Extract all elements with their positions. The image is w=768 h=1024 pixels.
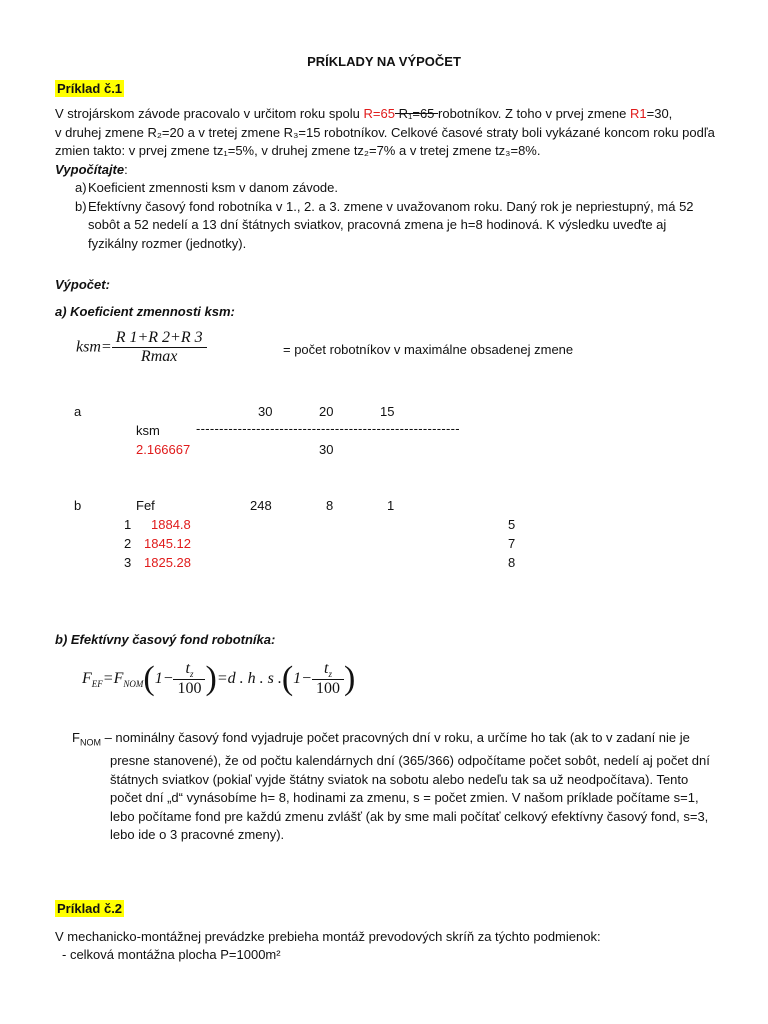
calc-a-dashes: --------------------------------------------------------- — [196, 421, 460, 436]
calc-b-row-value: 1884.8 — [151, 517, 191, 532]
formula-sub-nom: NOM — [123, 678, 144, 689]
formula-one-minus: 1− — [293, 670, 312, 688]
example-1-text — [55, 105, 715, 179]
example-2-line-1: V mechanicko-montážnej prevádzke prebieha montáž prevodových skríň za týchto podmienok: — [55, 929, 601, 944]
fnom-line-1 — [72, 729, 722, 752]
calc-b-row-value: 1825.28 — [144, 555, 191, 570]
list-marker: a) — [75, 180, 87, 195]
formula-t: t — [323, 660, 329, 677]
list-text: Koeficient zmennosti ksm v danom závode. — [88, 180, 339, 195]
example-1-line-3: zmien takto: v prvej zmene tz₁=5%, v druhej zmene tz₂=7% a v tretej zmene tz₃=8%. — [55, 143, 541, 158]
calc-b-row-num: 2 — [124, 536, 132, 551]
fnom-line-3: štátnych sviatkov (pokiaľ vyjde štátny sviatok na sobotu alebo nedeľu tak sa už neodpočítava). Tento — [110, 771, 689, 787]
fnom-line-5: lebo počítame fond pre každú zmenu zvlášť (ak by sme mali počítať celkový efektívny časový fond, s=3, — [110, 808, 709, 824]
calc-a-value-1: 30 — [258, 404, 273, 419]
calc-b-fef: Fef — [136, 498, 155, 513]
list-text: Efektívny časový fond robotníka v 1., 2. a 3. zmene v uvažovanom roku. Daný rok je nepriestupný, má 52 — [88, 198, 694, 214]
fnom-line-4: počet dní „d“ vynásobíme h= 8, hodinami za zmenu, s = počet zmien. V našom príklade počítame s=1, — [110, 790, 699, 806]
calc-label: Výpočet: — [55, 277, 110, 292]
calc-a-result: 2.166667 — [136, 442, 191, 457]
text-segment: robotníkov. Z toho v prvej zmene — [438, 106, 630, 121]
fef-formula — [82, 660, 355, 698]
example-1-heading-label: Príklad č.1 — [57, 81, 123, 96]
calc-b-value-3: 1 — [387, 498, 395, 513]
formula-fraction-tz — [173, 660, 205, 698]
calc-b-value-1: 248 — [250, 498, 272, 513]
formula-eq: =F — [102, 670, 124, 688]
page-title: PRÍKLADY NA VÝPOČET — [307, 54, 461, 69]
formula-sub-z: z — [328, 669, 332, 680]
formula-denominator: Rmax — [140, 348, 178, 365]
example-2-heading — [55, 901, 124, 916]
paren-open: ( — [143, 660, 155, 698]
task-label: Vypočítajte — [55, 161, 125, 177]
calc-a-label: a — [74, 404, 82, 419]
paren-close: ) — [343, 660, 356, 698]
text-segment: =30, — [646, 106, 673, 121]
text-segment: V strojárskom závode pracovalo v určitom roku spolu — [55, 106, 364, 121]
highlight-r1: R1 — [630, 106, 647, 121]
calc-b-row-num: 1 — [124, 517, 132, 532]
calc-a-ksm: ksm — [136, 423, 160, 438]
calc-a-value-3: 15 — [380, 404, 395, 419]
formula-lhs: ksm= — [76, 338, 112, 356]
list-marker: b) — [75, 198, 87, 214]
subheading-a: a) Koeficient zmennosti ksm: — [55, 304, 235, 319]
formula-sub-ef: EF — [91, 678, 103, 689]
task-item-b-cont: fyzikálny rozmer (jednotky). — [88, 235, 247, 251]
task-label-line — [55, 161, 715, 180]
fnom-text: – nominálny časový fond vyjadruje počet pracovných dní v roku, a určíme ho tak (ak to v zadaní nie je — [100, 730, 690, 745]
struck-text: R₁=65 — [394, 106, 439, 121]
example-2-heading-label: Príklad č.2 — [57, 901, 123, 916]
task-item-b — [55, 198, 694, 217]
formula-hundred: 100 — [315, 680, 340, 698]
example-2-bullet: - celková montážna plocha P=1000m² — [62, 947, 281, 962]
formula-fraction-tz — [312, 660, 344, 698]
fnom-line-6: lebo ide o 3 pracovné zmeny). — [110, 827, 285, 843]
subheading-b: b) Efektívny časový fond robotníka: — [55, 632, 276, 647]
formula-f: F — [82, 670, 92, 688]
calc-b-row-num: 3 — [124, 555, 132, 570]
formula-note: = počet robotníkov v maximálne obsadenej zmene — [283, 342, 574, 357]
paren-close: ) — [205, 660, 217, 698]
formula-t: t — [185, 660, 190, 677]
task-item-a — [55, 179, 694, 198]
fnom-paragraph — [72, 729, 722, 845]
example-1-line-2: v druhej zmene R₂=20 a v tretej zmene R₃=15 robotníkov. Celkové časové straty boli vykázané koncom roku podľa — [55, 124, 715, 140]
formula-numerator: R 1+R 2+R 3 — [112, 329, 207, 348]
task-list — [55, 179, 694, 253]
formula-hundred: 100 — [177, 680, 202, 698]
highlight-r: R=65 — [363, 106, 395, 121]
formula-mid: =d . h . s . — [216, 670, 282, 688]
example-1-heading — [55, 81, 124, 96]
paren-open: ( — [281, 660, 294, 698]
calc-b-row-tz: 7 — [508, 536, 516, 551]
task-item-b-cont: sobôt a 52 nedelí a 13 dní štátnych sviatkov, pracovná zmena je h=8 hodinová. K výsledku uveďte aj — [88, 217, 667, 232]
example-1-line-1 — [55, 105, 715, 124]
calc-b-row-tz: 8 — [508, 555, 516, 570]
formula-sub-z: z — [189, 669, 194, 680]
calc-a-denominator: 30 — [319, 442, 334, 457]
fnom-sub: NOM — [79, 737, 101, 748]
calc-b-row-tz: 5 — [508, 517, 516, 532]
formula-one-minus: 1− — [154, 670, 174, 688]
calc-b-value-2: 8 — [326, 498, 334, 513]
ksm-formula — [76, 329, 207, 366]
calc-b-label: b — [74, 498, 82, 513]
fnom-line-2: presne stanovené), že od počtu kalendárnych dní (365/366) odpočítame počet sobôt, nedelí aj počet dní — [110, 753, 710, 769]
calc-a-value-2: 20 — [319, 404, 334, 419]
calc-b-row-value: 1845.12 — [144, 536, 191, 551]
fnom-f: F — [72, 730, 80, 745]
formula-fraction — [112, 329, 207, 366]
task-colon: : — [124, 161, 128, 177]
